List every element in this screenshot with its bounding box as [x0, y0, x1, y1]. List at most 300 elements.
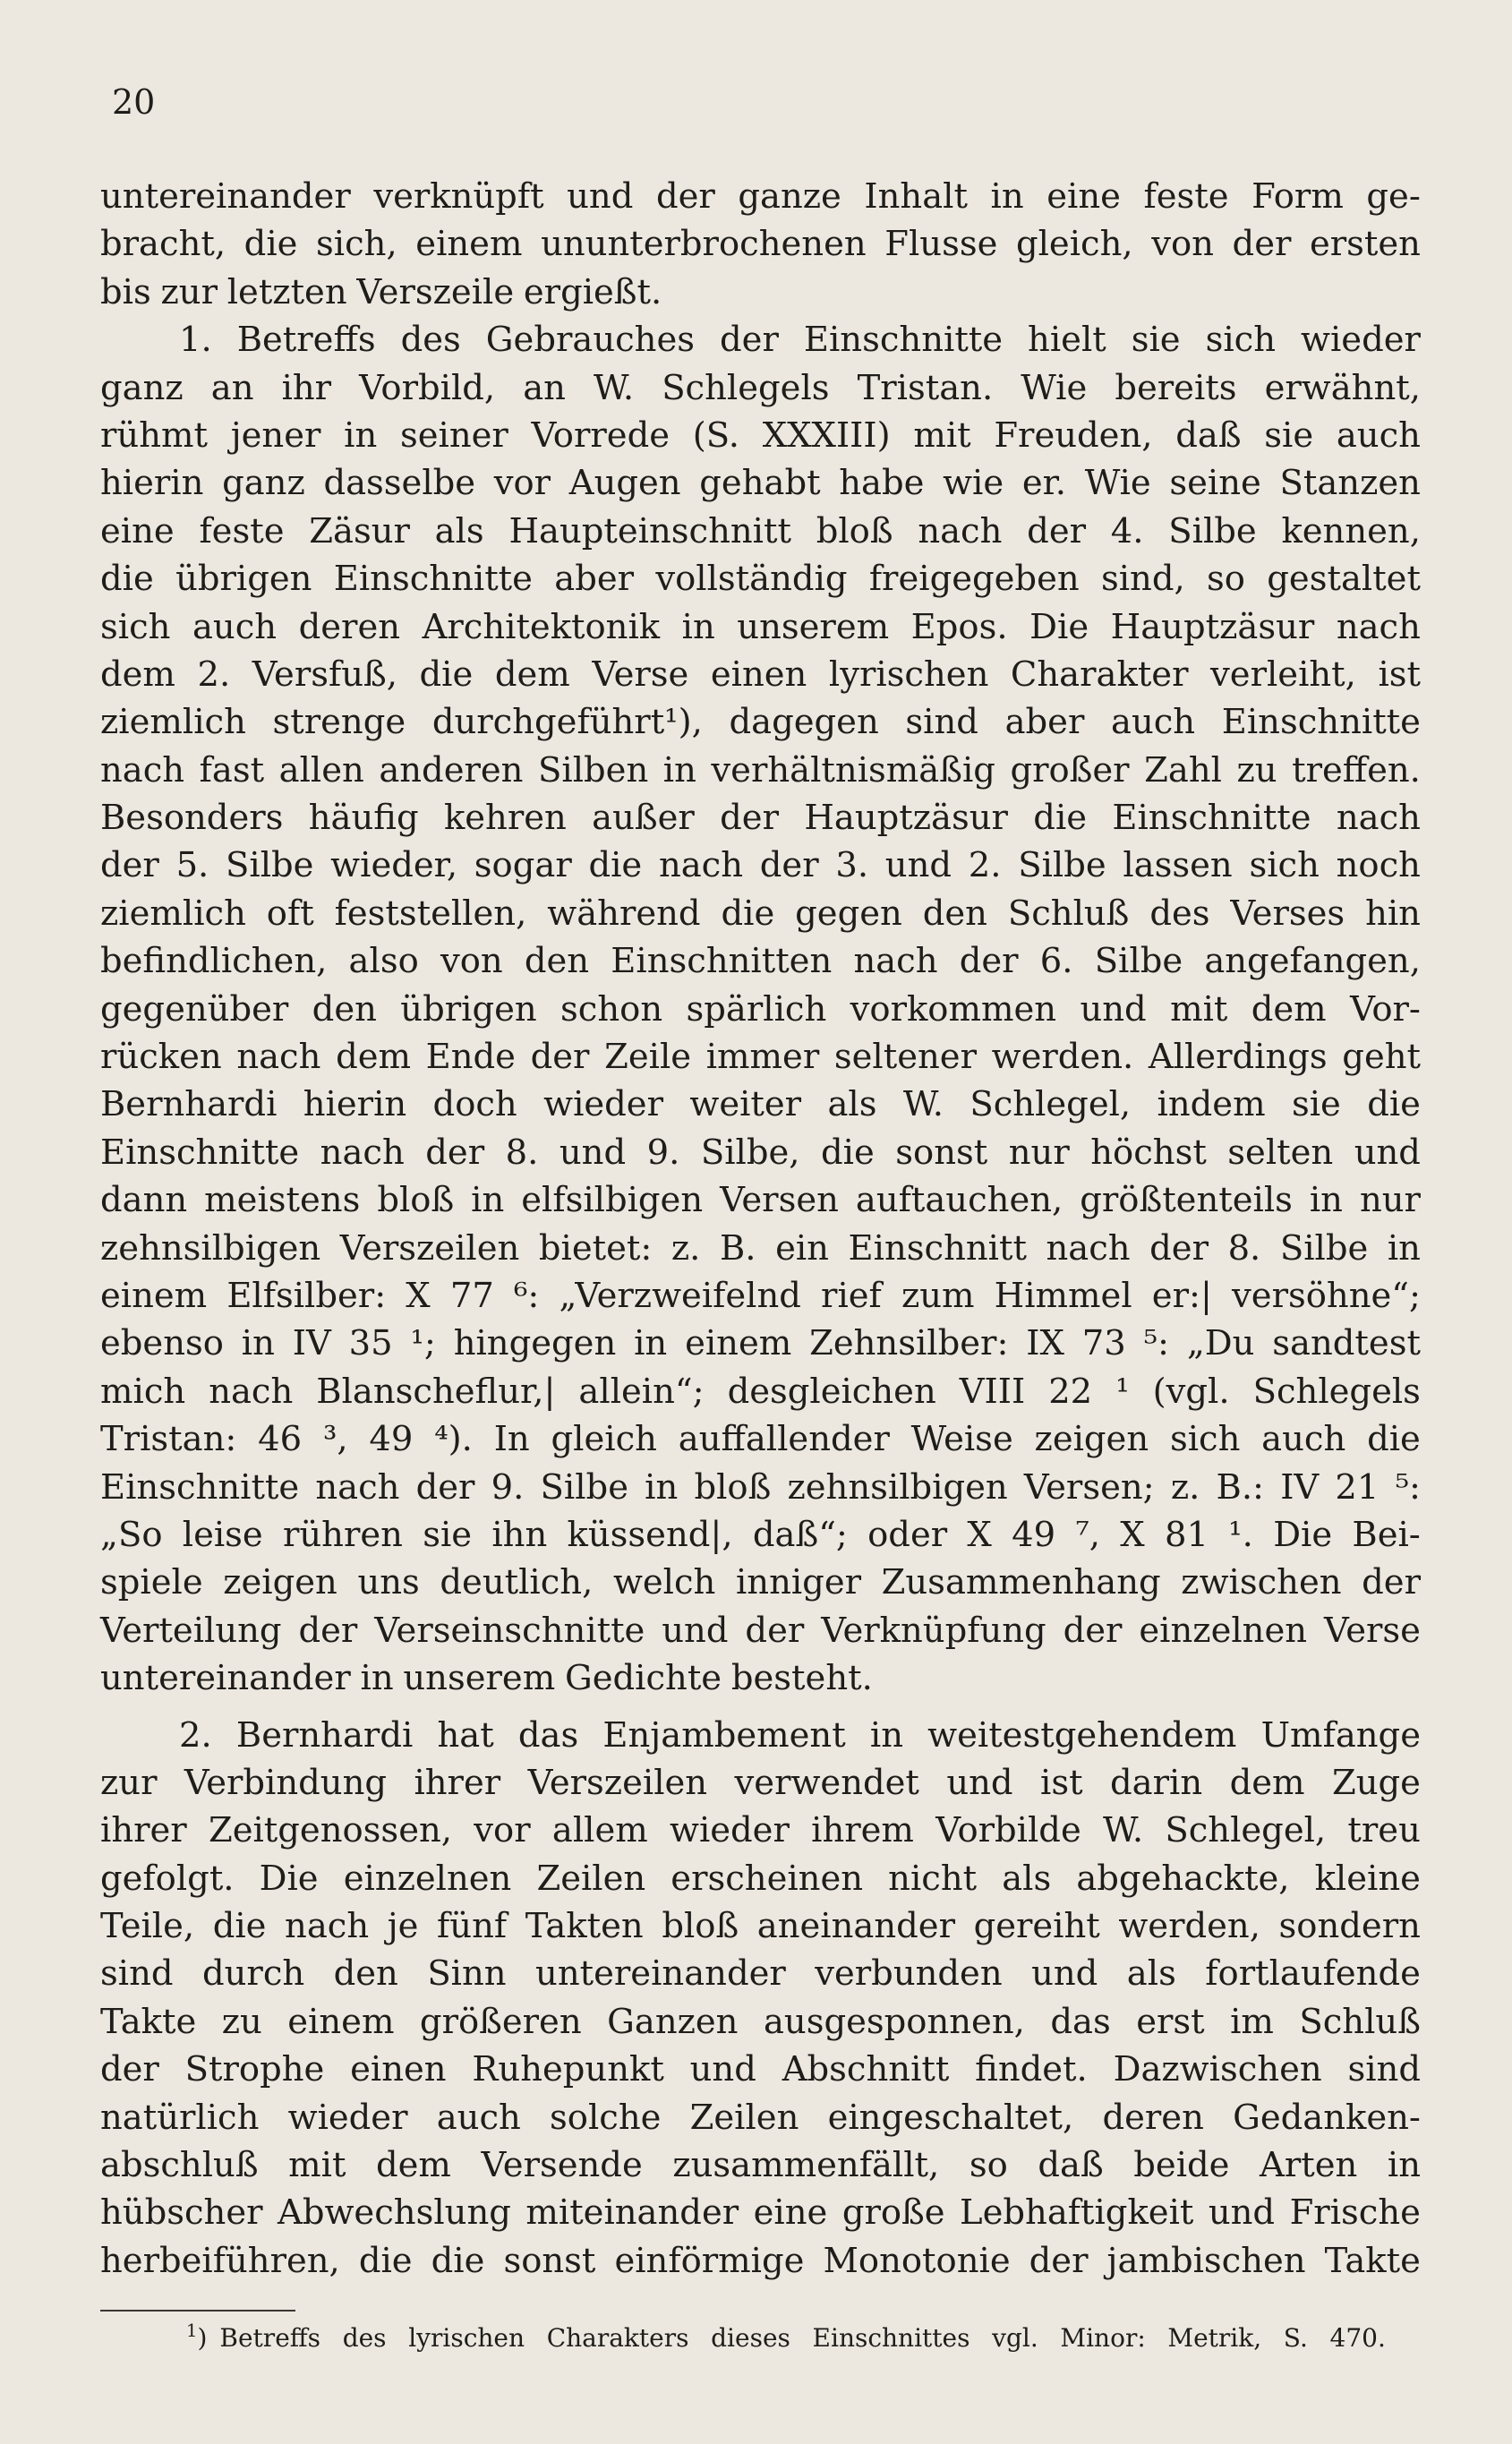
word: weiter	[689, 1084, 802, 1125]
word: er:|	[1151, 1275, 1212, 1316]
text-line	[100, 794, 1421, 842]
word: Abwechslung	[278, 2192, 511, 2234]
word: Gedanken-	[1233, 2097, 1421, 2138]
word: Verses	[1230, 893, 1345, 934]
word: 4.	[1110, 510, 1144, 551]
word: größtenteils	[1080, 1180, 1293, 1221]
word: versöhne“;	[1232, 1275, 1421, 1316]
word: habe	[839, 463, 925, 504]
word: hingegen	[453, 1323, 617, 1364]
word: während	[547, 893, 701, 934]
word: hin	[1365, 893, 1421, 934]
word: Versfuß,	[252, 654, 397, 695]
word: der	[759, 845, 819, 886]
word: Gebrauches	[485, 320, 696, 361]
word: in	[241, 1323, 275, 1364]
word: untereinander	[100, 1658, 351, 1699]
word: vgl.	[992, 2323, 1038, 2353]
word: die	[100, 559, 154, 600]
word: und	[1208, 2192, 1276, 2234]
word: hierin	[100, 463, 204, 504]
footnote-divider	[100, 2310, 295, 2312]
word: werden,	[1118, 1906, 1260, 1947]
word: einzelnen	[343, 1858, 512, 1899]
word: Silbe	[540, 1466, 628, 1508]
word: das	[517, 1714, 579, 1756]
word: der	[100, 2049, 159, 2090]
word: bis	[100, 271, 151, 312]
text-line	[100, 2094, 1421, 2141]
word: solche	[550, 2097, 662, 2138]
word: verknüpft	[373, 176, 544, 217]
word: ausgesponnen,	[763, 2001, 1025, 2042]
word: die	[212, 1906, 267, 1947]
word: welch	[612, 1562, 716, 1603]
word: ihrem	[811, 1810, 914, 1851]
word: verhältnismäßig	[711, 749, 995, 790]
word: an	[210, 367, 254, 408]
word: leise	[182, 1514, 263, 1555]
text-line	[100, 1272, 1421, 1320]
word: Silben	[538, 749, 649, 790]
text-line	[100, 1033, 1421, 1081]
word: eine	[100, 510, 175, 551]
word: 8.	[505, 1132, 539, 1173]
word: bloß	[816, 510, 893, 551]
word: allem	[551, 1810, 648, 1851]
word: nach	[209, 1371, 294, 1412]
word: Ruhepunkt	[472, 2049, 664, 2090]
word: selten	[1227, 1132, 1334, 1173]
word: gegenüber	[100, 988, 289, 1030]
word: dem	[1229, 1762, 1305, 1803]
word: ein	[775, 1227, 829, 1269]
word: angefangen,	[1204, 941, 1421, 982]
word: Ende	[425, 1037, 516, 1078]
word: vor	[493, 463, 551, 504]
word: durch	[201, 1953, 305, 1995]
word: der	[415, 1466, 475, 1508]
word: großer	[1010, 749, 1130, 790]
word: gereiht	[973, 1906, 1100, 1947]
word: „Du	[1186, 1323, 1255, 1364]
word: daß“;	[752, 1514, 848, 1555]
word: einen	[350, 2049, 447, 2090]
text-line	[100, 220, 1421, 268]
word: 49	[1012, 1514, 1056, 1555]
word: sie	[1131, 320, 1181, 361]
text-line	[100, 986, 1421, 1033]
word: Schluß	[1299, 2001, 1421, 2042]
word: in	[645, 1466, 679, 1508]
word: und	[884, 845, 952, 886]
word: in	[360, 1658, 394, 1699]
word: Zäsur	[309, 510, 410, 551]
word: ihrer	[414, 1762, 501, 1803]
word: deutlich,	[440, 1562, 594, 1603]
word: in	[662, 749, 696, 790]
word: werden.	[991, 1037, 1134, 1078]
word: sogar	[474, 845, 572, 886]
word: die	[358, 2240, 413, 2281]
word: 22	[1048, 1371, 1093, 1412]
word: Tristan:	[100, 1419, 237, 1460]
word: zum	[901, 1275, 975, 1316]
word: 1.	[179, 320, 212, 361]
word: die	[721, 893, 775, 934]
word: sich,	[316, 224, 397, 265]
word: herbeiführen,	[100, 2240, 340, 2281]
word: sonst	[895, 1132, 988, 1173]
word: vor	[474, 1810, 531, 1851]
word: Zeilen	[536, 1858, 646, 1899]
word: Zuge	[1331, 1762, 1421, 1803]
text-line	[100, 1654, 1421, 1702]
word: allein“;	[578, 1371, 705, 1412]
word: mit	[288, 2145, 346, 2186]
word: 9.	[646, 1132, 680, 1173]
word: Einschnitten	[611, 941, 833, 982]
word: Silbe	[1094, 941, 1183, 982]
text-line	[100, 1511, 1421, 1559]
word: mit	[913, 414, 971, 456]
word: sind	[905, 702, 978, 743]
word: ununterbrochenen	[541, 224, 867, 265]
word: X	[967, 1514, 992, 1555]
word: die	[419, 654, 474, 695]
word: der	[1362, 1562, 1421, 1603]
word: 2.	[179, 1714, 212, 1756]
word: in	[471, 1180, 505, 1221]
word: allen	[278, 749, 364, 790]
word: Lebhaftigkeit	[960, 2192, 1194, 2234]
word: unserem	[737, 606, 890, 647]
word: seiner	[399, 414, 508, 456]
word: Verse	[1323, 1610, 1421, 1651]
word: untereinander	[535, 1953, 786, 1995]
word: zeigen	[223, 1562, 337, 1603]
word: Die	[1273, 1514, 1333, 1555]
word: weitestgehendem	[927, 1714, 1237, 1756]
word: Betreffs	[236, 320, 376, 361]
word: wie	[943, 463, 1004, 504]
word: Abschnitt	[782, 2049, 950, 2090]
word: Form	[1251, 176, 1344, 217]
word: Umfange	[1260, 1714, 1421, 1756]
word: fünf	[437, 1906, 508, 1947]
word: nur	[1008, 1132, 1070, 1173]
word: der	[720, 320, 779, 361]
word: hielt	[1028, 320, 1106, 361]
word: verleiht,	[1210, 654, 1356, 695]
word: zur	[100, 1762, 158, 1803]
footnote-marker: $^1$)	[186, 2320, 208, 2353]
word: ersten	[1309, 224, 1421, 265]
word: zur	[160, 271, 218, 312]
word: und	[559, 1132, 627, 1173]
word: Silbe,	[700, 1132, 800, 1173]
word: der	[745, 1610, 805, 1651]
word: des	[400, 320, 461, 361]
word: und	[1031, 1953, 1098, 1995]
text-line	[100, 555, 1421, 602]
word: eine	[753, 2192, 828, 2234]
word: Augen	[568, 463, 681, 504]
word: 3.	[835, 845, 869, 886]
word: Besonders	[100, 798, 284, 839]
word: Vorrede	[531, 414, 671, 456]
word: verbunden	[815, 1953, 1003, 1995]
word: Einschnittes	[812, 2323, 970, 2353]
word: große	[841, 2192, 945, 2234]
word: an	[523, 367, 566, 408]
word: von	[1151, 224, 1214, 265]
word: nur	[1359, 1180, 1421, 1221]
word: feststellen,	[334, 893, 527, 934]
word: ganze	[738, 176, 841, 217]
word: Arten	[1260, 2145, 1358, 2186]
word: bracht,	[100, 224, 226, 265]
word: Metrik,	[1167, 2323, 1262, 2353]
word: einzelnen	[1139, 1610, 1308, 1651]
word: so	[969, 2145, 1008, 2186]
word: dem	[100, 654, 175, 695]
word: ergießt.	[523, 271, 662, 312]
word: lyrischen	[408, 2323, 525, 2353]
word: lassen	[1123, 845, 1233, 886]
word: XXXIII)	[762, 414, 891, 456]
text-line	[100, 747, 1421, 794]
word: Die	[259, 1858, 319, 1899]
word: in	[1387, 2145, 1421, 2186]
word: gestaltet	[1267, 559, 1421, 600]
word: Ganzen	[607, 2001, 739, 2042]
word: in	[634, 1323, 668, 1364]
word: auch	[436, 2097, 521, 2138]
word: Schlegel,	[970, 1084, 1132, 1125]
word: besteht.	[730, 1658, 873, 1699]
word: und	[1080, 988, 1147, 1030]
word: 49	[369, 1419, 414, 1460]
word: der	[655, 176, 715, 217]
word: 35	[348, 1323, 393, 1364]
word: deren	[1102, 2097, 1204, 2138]
word: ⁵:	[1395, 1466, 1421, 1508]
text-line	[100, 2046, 1421, 2093]
word: In	[493, 1419, 530, 1460]
word: noch	[1336, 845, 1421, 886]
word: aneinander	[756, 1906, 955, 1947]
word: dem	[336, 1037, 411, 1078]
word: hübscher	[100, 2192, 263, 2234]
word: treu	[1347, 1810, 1421, 1851]
text-line	[100, 603, 1421, 651]
text-line	[100, 173, 1421, 220]
word: Blanscheflur,|	[316, 1371, 556, 1412]
word: befindlichen,	[100, 941, 328, 982]
word: Zeilen	[689, 2097, 799, 2138]
word: fortlaufende	[1205, 1953, 1421, 1995]
word: Verseinschnitte	[374, 1610, 645, 1651]
word: ihn	[491, 1514, 548, 1555]
word: uns	[357, 1562, 420, 1603]
word: Verteilung	[100, 1610, 282, 1651]
word: W.	[902, 1084, 944, 1125]
word: dann	[100, 1180, 188, 1221]
word: Flusse	[884, 224, 998, 265]
word: zwischen	[1181, 1562, 1342, 1603]
word: sind,	[1100, 559, 1185, 600]
word: hat	[437, 1714, 494, 1756]
word: Minor:	[1060, 2323, 1146, 2353]
page-number: 20	[112, 82, 156, 122]
word: „Verzweifelnd	[559, 1275, 801, 1316]
text-line	[100, 1950, 1421, 1997]
word: gleich	[551, 1419, 657, 1460]
word: Zeile	[604, 1037, 692, 1078]
word: außer	[592, 798, 695, 839]
word: wieder	[543, 1084, 663, 1125]
word: dem	[376, 2145, 451, 2186]
word: Elfsilber:	[226, 1275, 387, 1316]
word: ebenso	[100, 1323, 224, 1364]
word: wieder	[1301, 320, 1421, 361]
word: W.	[594, 367, 635, 408]
word: 470.	[1329, 2323, 1386, 2353]
word: ³,	[322, 1419, 348, 1460]
word: in	[1309, 1180, 1343, 1221]
word: der	[530, 1037, 590, 1078]
word: Einschnitte	[100, 1466, 300, 1508]
word: Zusammenhang	[881, 1562, 1161, 1603]
word: 21	[1335, 1466, 1380, 1508]
word: ihrer	[100, 1810, 187, 1851]
word: sandtest	[1272, 1323, 1421, 1364]
text-line	[100, 1712, 1421, 1759]
word: spärlich	[686, 988, 827, 1030]
word: sie	[423, 1514, 473, 1555]
word: deren	[298, 606, 401, 647]
text-line	[100, 1559, 1421, 1606]
word: in	[681, 606, 715, 647]
text-line	[100, 316, 1421, 363]
word: dieses	[711, 2323, 790, 2353]
word: Zahl	[1144, 749, 1222, 790]
word: Weise	[910, 1419, 1013, 1460]
word: nach	[658, 845, 744, 886]
word: nach	[1336, 798, 1421, 839]
text-line	[100, 1415, 1421, 1463]
word: dasselbe	[323, 463, 476, 504]
word: 2.	[968, 845, 1002, 886]
word: sind	[1347, 2049, 1421, 2090]
text-line	[100, 1081, 1421, 1128]
word: nach	[918, 510, 1003, 551]
text-line	[100, 1998, 1421, 2046]
word: sich	[100, 606, 171, 647]
word: und	[689, 2049, 756, 2090]
word: Zeitgenossen,	[208, 1810, 453, 1851]
word: nach	[320, 1132, 405, 1173]
word: so	[1207, 559, 1245, 600]
text-line	[100, 1368, 1421, 1415]
word: nicht	[888, 1858, 978, 1899]
word: seltener	[833, 1037, 977, 1078]
text-line	[100, 1759, 1421, 1807]
word: darin	[1110, 1762, 1203, 1803]
word: Haupteinschnitt	[508, 510, 791, 551]
text-line	[100, 1320, 1421, 1367]
word: oft	[266, 893, 314, 934]
word: die	[1033, 798, 1088, 839]
word: der	[298, 1610, 358, 1651]
word: fast	[199, 749, 265, 790]
word: dem	[494, 654, 570, 695]
word: zusammenfällt,	[672, 2145, 940, 2186]
word: Gedichte	[564, 1658, 722, 1699]
word: schon	[560, 988, 663, 1030]
word: bietet:	[538, 1227, 653, 1269]
word: die	[588, 845, 643, 886]
word: jambischen	[1106, 2240, 1306, 2281]
word: ¹	[1115, 1371, 1130, 1412]
word: 8.	[1227, 1227, 1261, 1269]
word: Takten	[525, 1906, 644, 1947]
word: Takte	[100, 2001, 197, 2042]
word: die	[1367, 1084, 1421, 1125]
word: miteinander	[525, 2192, 739, 2234]
word: gefolgt.	[100, 1858, 235, 1899]
word: der	[1232, 224, 1292, 265]
word: Verknüpfung	[821, 1610, 1046, 1651]
word: Vorbild,	[359, 367, 496, 408]
word: und	[1354, 1132, 1421, 1173]
word: Frische	[1289, 2192, 1421, 2234]
word: als	[1002, 1858, 1052, 1899]
word: ¹.	[1228, 1514, 1253, 1555]
word: Hauptzäsur	[804, 798, 1008, 839]
text-line	[100, 459, 1421, 507]
word: übrigen	[400, 988, 537, 1030]
text-line	[100, 2141, 1421, 2189]
word: Verbindung	[184, 1762, 388, 1803]
word: Versen;	[1023, 1466, 1155, 1508]
word: Einschnitte	[100, 1132, 300, 1173]
word: „So	[100, 1514, 163, 1555]
word: W.	[1103, 1810, 1144, 1851]
word: den	[333, 1953, 398, 1995]
text-line	[100, 1225, 1421, 1272]
word: von	[440, 941, 503, 982]
word: Allerdings	[1148, 1037, 1328, 1078]
word: dem	[1251, 988, 1327, 1030]
word: zu	[221, 2001, 262, 2042]
word: aber	[554, 559, 635, 600]
word: feste	[199, 510, 285, 551]
word: Betreffs	[219, 2323, 321, 2353]
word: Bernhardi	[100, 1084, 278, 1125]
text-line	[100, 2237, 1421, 2285]
word: einen	[710, 654, 807, 695]
word: 81	[1164, 1514, 1209, 1555]
word: X	[1120, 1514, 1145, 1555]
word: des	[342, 2323, 387, 2353]
word: Verse	[592, 654, 689, 695]
word: bloß	[662, 1906, 739, 1947]
word: auch	[1261, 1419, 1346, 1460]
body-text	[100, 173, 1421, 2285]
word: bloß	[694, 1466, 772, 1508]
